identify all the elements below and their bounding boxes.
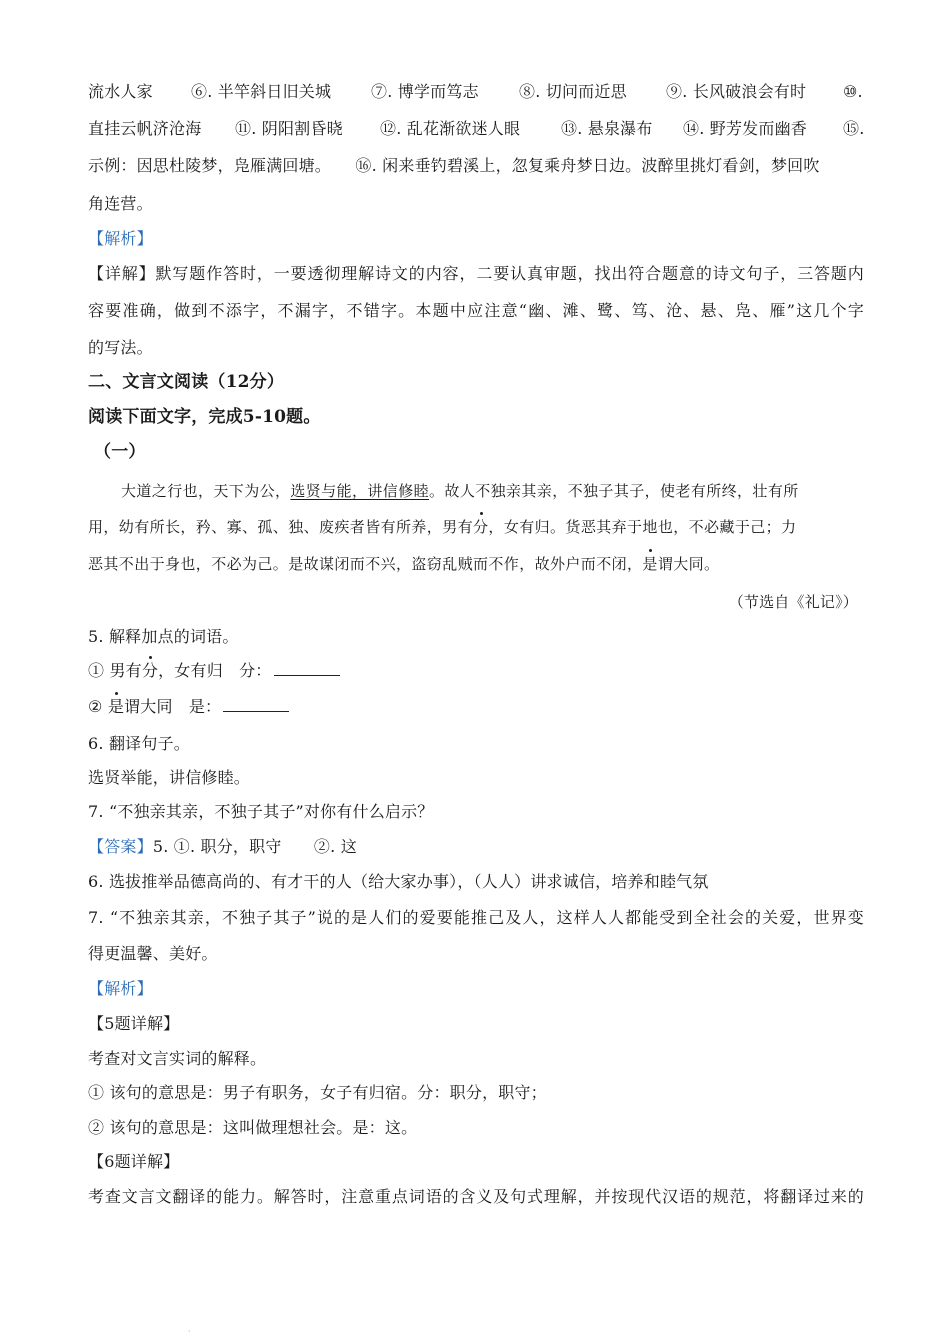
passage-line-3: 恶其不出于身也，不必为己。是故谋闭而不兴，盗窃乱贼而不作，故外户而不闭，是谓大同。: [88, 555, 720, 573]
question-5: 5. 解释加点的词语。: [88, 627, 239, 646]
detail-line-1: 【详解】默写题作答时，一要透彻理解诗文的内容，二要认真审题，找出符合题意的诗文句子，三答题内: [88, 264, 864, 283]
q5-detail-1: ① 该句的意思是：男子有职务，女子有归宿。分：职分，职守；: [88, 1083, 547, 1102]
dotted-word-shi: 是: [642, 555, 658, 573]
answer-5: 【答案】5. ①. 职分，职守 ②. 这: [88, 837, 357, 856]
dotted-word-shi-q: 是: [107, 697, 125, 716]
question-7: 7. “不独亲其亲，不独子其子”对你有什么启示？: [88, 802, 434, 821]
answer-blank-1[interactable]: [274, 661, 340, 676]
section-heading: 二、文言文阅读（12分）: [88, 372, 285, 392]
q6-detail-intro: 考查文言文翻译的能力。解答时，注意重点词语的含义及句式理解，并按现代汉语的规范，将翻译过来的: [88, 1187, 864, 1206]
dotted-word-fen: 分: [473, 518, 489, 536]
passage-line-1: 大道之行也，天下为公，选贤与能，讲信修睦。故人不独亲其亲，不独子其子，使老有所终，壮有所: [121, 482, 799, 500]
answer-blank-2[interactable]: [223, 697, 289, 712]
passage-line-2: 用，幼有所长，矜、寡、孤、独、废疾者皆有所养，男有分，女有归。货恶其弃于地也，不必藏于己；力: [88, 518, 797, 536]
question-5-item-1: ① 男有分，女有归 分：: [88, 661, 864, 681]
answer-line-2: 直挂云帆济沧海 ⑪. 阴阳割昏晓 ⑫. 乱花渐欲迷人眼 ⑬. 悬泉瀑布 ⑭. 野芳发而幽香 ⑮.: [88, 119, 865, 138]
part-label: （一）: [94, 442, 146, 462]
q5-detail-2: ② 该句的意思是：这叫做理想社会。是：这。: [88, 1118, 418, 1137]
answer-line-3: 示例：因思杜陵梦，凫雁满回塘。 ⑯. 闲来垂钓碧溪上，忽复乘舟梦日边。波醉里挑灯看剑，梦回吹: [88, 156, 820, 175]
detail-line-2: 容要准确，做到不添字，不漏字，不错字。本题中应注意“幽、滩、鹭、笃、沧、悬、凫、雁”这几个字: [88, 301, 864, 320]
answer-tag: 【答案】: [88, 837, 153, 856]
answer-line-4: 角连营。: [88, 194, 153, 213]
question-6: 6. 翻译句子。: [88, 734, 190, 753]
detail-line-3: 的写法。: [88, 338, 153, 357]
question-5-item-2: ② 是谓大同 是：: [88, 697, 864, 717]
dotted-word-fen-q: 分: [141, 661, 159, 680]
answer-7-line-1: 7. “不独亲其亲，不独子其子”说的是人们的爱要能推己及人，这样人人都能受到全社会的关爱，世界变: [88, 908, 864, 927]
analysis-tag: 【解析】: [88, 229, 153, 248]
analysis-tag-2: 【解析】: [88, 979, 153, 998]
q5-detail-head: 【5题详解】: [88, 1014, 180, 1033]
footer-mark: ·: [188, 1327, 191, 1336]
answer-6: 6. 选拔推举品德高尚的、有才干的人（给大家办事），（人人）讲求诚信，培养和睦气氛: [88, 872, 709, 891]
q5-detail-intro: 考查对文言实词的解释。: [88, 1049, 267, 1068]
section-instruction: 阅读下面文字，完成5-10题。: [88, 407, 321, 427]
passage-source: （节选自《礼记》）: [728, 593, 858, 611]
answer-line-1: 流水人家 ⑥. 半竿斜日旧关城 ⑦. 博学而笃志 ⑧. 切问而近思 ⑨. 长风破浪会有时 ⑩.: [88, 82, 863, 101]
question-6-sentence: 选贤举能，讲信修睦。: [88, 768, 251, 787]
q6-detail-head: 【6题详解】: [88, 1152, 180, 1171]
answer-7-line-2: 得更温馨、美好。: [88, 944, 218, 963]
underlined-phrase: 选贤与能，讲信修睦: [290, 482, 430, 500]
